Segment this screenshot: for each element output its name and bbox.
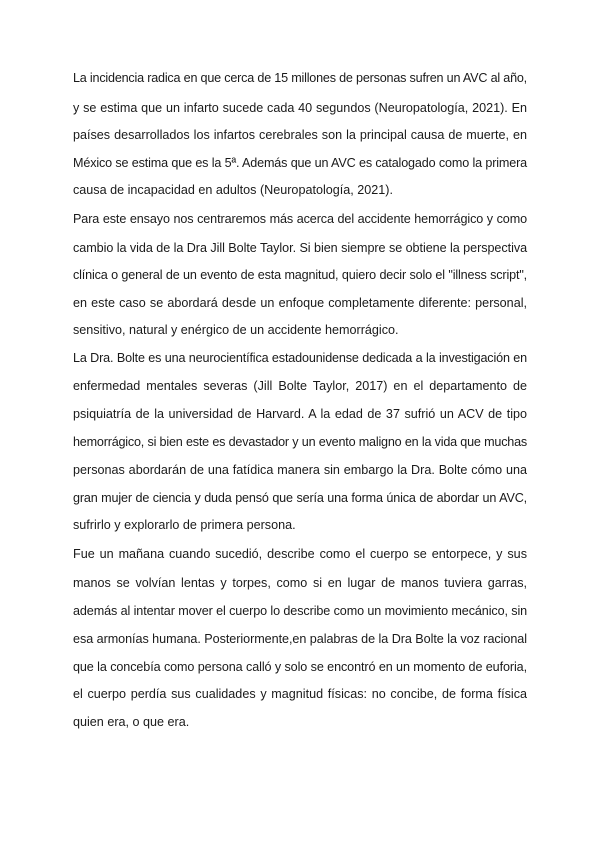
paragraph-4-line-1: Fue un mañana cuando sucedió, describe como el cuerpo se entorpece, y sus	[73, 547, 527, 561]
paragraph-3-line-1: La Dra. Bolte es una neurocientífica estadounidense dedicada a la investigación en	[73, 351, 527, 365]
paragraph-4-line-4: esa armonías humana. Posteriormente,en palabras de la Dra Bolte la voz racional	[73, 632, 527, 646]
paragraph-1-line-1: La incidencia radica en que cerca de 15 millones de personas sufren un AVC al año,	[73, 71, 527, 85]
paragraph-3-line-2: enfermedad mentales severas (Jill Bolte Taylor, 2017) en el departamento de	[73, 379, 527, 393]
paragraph-1-line-5: causa de incapacidad en adultos (Neuropatología, 2021).	[73, 183, 393, 197]
paragraph-1-line-4: México se estima que es la 5ª. Además que un AVC es catalogado como la primera	[73, 156, 527, 170]
paragraph-2-line-1: Para este ensayo nos centraremos más acerca del accidente hemorrágico y como	[73, 212, 527, 226]
paragraph-4-line-6: el cuerpo perdía sus cualidades y magnitud físicas: no concibe, de forma física	[73, 687, 527, 701]
paragraph-2-line-3: clínica o general de un evento de esta magnitud, quiero decir solo el "illness script",	[73, 268, 527, 282]
paragraph-3-line-6: gran mujer de ciencia y duda pensó que sería una forma única de abordar un AVC,	[73, 491, 527, 505]
paragraph-1-line-3: países desarrollados los infartos cerebrales son la principal causa de muerte, en	[73, 128, 527, 142]
paragraph-3-line-4: hemorrágico, si bien este es devastador y un evento maligno en la vida que muchas	[73, 435, 527, 449]
paragraph-4-line-3: además al intentar mover el cuerpo lo describe como un movimiento mecánico, sin	[73, 604, 528, 618]
paragraph-4-line-7: quien era, o que era.	[73, 715, 190, 729]
paragraph-2-line-5: sensitivo, natural y enérgico de un accidente hemorrágico.	[73, 323, 399, 337]
paragraph-4-line-2: manos se volvían lentas y torpes, como si en lugar de manos tuviera garras,	[73, 576, 527, 590]
paragraph-3-line-5: personas abordarán de una fatídica manera sin embargo la Dra. Bolte cómo una	[73, 463, 527, 477]
paragraph-1-line-2: y se estima que un infarto sucede cada 40 segundos (Neuropatología, 2021). En	[73, 101, 527, 115]
paragraph-3-line-3: psiquiatría de la universidad de Harvard. A la edad de 37 sufrió un ACV de tipo	[73, 407, 527, 421]
paragraph-2-line-2: cambio la vida de la Dra Jill Bolte Taylor. Si bien siempre se obtiene la perspectiva	[73, 241, 528, 255]
paragraph-3-line-7: sufrirlo y explorarlo de primera persona.	[73, 518, 296, 532]
paragraph-4-line-5: que la concebía como persona calló y solo se encontró en un momento de euforia,	[73, 660, 527, 674]
paragraph-2-line-4: en este caso se abordará desde un enfoque completamente diferente: personal,	[73, 296, 527, 310]
